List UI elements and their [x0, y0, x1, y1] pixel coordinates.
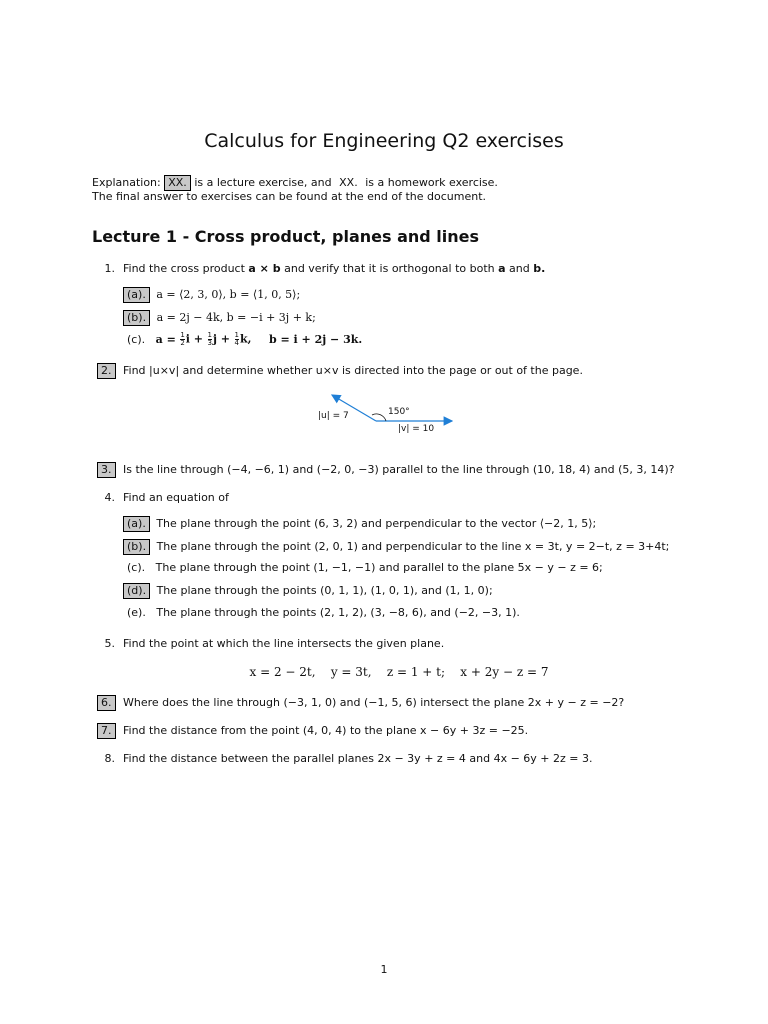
numerator: 1 — [234, 331, 239, 339]
exercise-text: Find the cross product — [123, 262, 245, 275]
cross-product-expr: a × b — [248, 262, 281, 275]
fraction — [180, 332, 184, 347]
exercise-number: 3. — [97, 462, 116, 478]
exercise-text: Find the point at which the line intersects the given plane. — [123, 637, 445, 650]
part-label: (c). — [127, 332, 146, 346]
part-content: The plane through the point (1, −1, −1) and parallel to the plane 5x − y − z = 6; — [155, 561, 603, 574]
part-content: a = — [155, 332, 176, 346]
part-content: a = ⟨2, 3, 0⟩, b = ⟨1, 0, 5⟩; — [156, 288, 301, 301]
part-content: The plane through the points (0, 1, 1), (1, 0, 1), and (1, 1, 0); — [156, 584, 493, 597]
vector-b: b. — [533, 262, 546, 275]
vector-diagram — [300, 385, 470, 435]
part-content: a = 2j − 4k, b = −i + 3j + k; — [156, 311, 316, 324]
part-label: (a). — [123, 516, 150, 532]
exercise-number: 8. — [104, 752, 115, 765]
exercise-8 — [95, 752, 593, 766]
part-label: (e). — [127, 606, 146, 619]
exercise-5-equation: x = 2 − 2t, y = 3t, z = 1 + t; x + 2y − z = 7 — [249, 665, 549, 679]
fraction — [235, 332, 239, 347]
part-content: i + — [185, 332, 204, 346]
denominator: 3 — [207, 339, 212, 347]
part-content: The plane through the point (6, 3, 2) and perpendicular to the vector ⟨−2, 1, 5⟩; — [156, 517, 597, 530]
exercise-text: Find |u×v| and determine whether u×v is directed into the page or out of the page. — [123, 364, 583, 377]
part-content: b = i + 2j − 3k. — [268, 332, 363, 346]
exercise-4-part-b — [123, 539, 669, 555]
exercise-text: Where does the line through (−3, 1, 0) and (−1, 5, 6) intersect the plane 2x + y − z = −2? — [123, 696, 625, 709]
exercise-number: 5. — [104, 637, 115, 650]
exercise-number: 1. — [104, 262, 115, 275]
exercise-1-part-c — [123, 332, 362, 347]
exercise-4-part-c — [123, 561, 603, 575]
part-label: (a). — [123, 287, 150, 303]
part-content: The plane through the point (2, 0, 1) and perpendicular to the line x = 3t, y = 2−t, z = 3+4t; — [156, 540, 670, 553]
exercise-text: Find an equation of — [123, 491, 229, 504]
page-title: Calculus for Engineering Q2 exercises — [204, 130, 564, 152]
part-label: (c). — [127, 561, 146, 574]
exercise-text: Find the distance between the parallel planes 2x − 3y + z = 4 and 4x − 6y + 2z = 3. — [123, 752, 593, 765]
exercise-text: and — [509, 262, 530, 275]
section-heading: Lecture 1 - Cross product, planes and lines — [92, 227, 480, 246]
exercise-1 — [95, 262, 545, 276]
exercise-7 — [97, 723, 528, 739]
angle-label: 150° — [388, 407, 410, 417]
v-magnitude-label: |v| = 10 — [398, 424, 435, 434]
part-content: The plane through the points (2, 1, 2), (3, −8, 6), and (−2, −3, 1). — [156, 606, 520, 619]
page-number: 1 — [380, 963, 388, 976]
homework-exercise-tag: XX. — [339, 176, 358, 189]
lecture-exercise-tag: XX. — [164, 175, 191, 191]
exercise-number: 7. — [97, 723, 116, 739]
exercise-number: 6. — [97, 695, 116, 711]
part-content: k, — [240, 332, 252, 346]
u-magnitude-label: |u| = 7 — [318, 411, 349, 421]
exercise-text: and verify that it is orthogonal to both — [284, 262, 495, 275]
homework-exercise-text: is a homework exercise. — [365, 176, 498, 189]
part-label: (b). — [123, 310, 150, 326]
vector-a: a — [498, 262, 506, 275]
exercise-5 — [95, 637, 444, 651]
exercise-3 — [97, 462, 675, 478]
exercise-4-part-a — [123, 516, 596, 532]
exercise-1-part-a — [123, 287, 300, 303]
exercise-1-part-b — [123, 310, 316, 326]
fraction — [208, 332, 212, 347]
denominator: 2 — [180, 339, 185, 347]
numerator: 1 — [207, 331, 212, 339]
part-label: (d). — [123, 583, 150, 599]
explanation-prefix: Explanation: — [92, 176, 161, 189]
exercise-number: 2. — [97, 363, 116, 379]
part-content: j + — [213, 332, 231, 346]
denominator: 4 — [234, 339, 239, 347]
lecture-exercise-text: is a lecture exercise, and — [194, 176, 332, 189]
exercise-6 — [97, 695, 624, 711]
explanation-line-1 — [92, 175, 498, 191]
part-label: (b). — [123, 539, 150, 555]
exercise-number: 4. — [104, 491, 115, 504]
exercise-text: Find the distance from the point (4, 0, 4) to the plane x − 6y + 3z = −25. — [123, 724, 529, 737]
exercise-2 — [97, 363, 583, 379]
explanation-line-2: The final answer to exercises can be found at the end of the document. — [92, 190, 487, 203]
exercise-4-part-d — [123, 583, 493, 599]
numerator: 1 — [180, 331, 185, 339]
exercise-text: Is the line through (−4, −6, 1) and (−2, 0, −3) parallel to the line through (10, 18, 4) and (5, 3, 14)? — [123, 463, 675, 476]
exercise-4-part-e — [123, 606, 520, 620]
exercise-4 — [95, 491, 229, 505]
